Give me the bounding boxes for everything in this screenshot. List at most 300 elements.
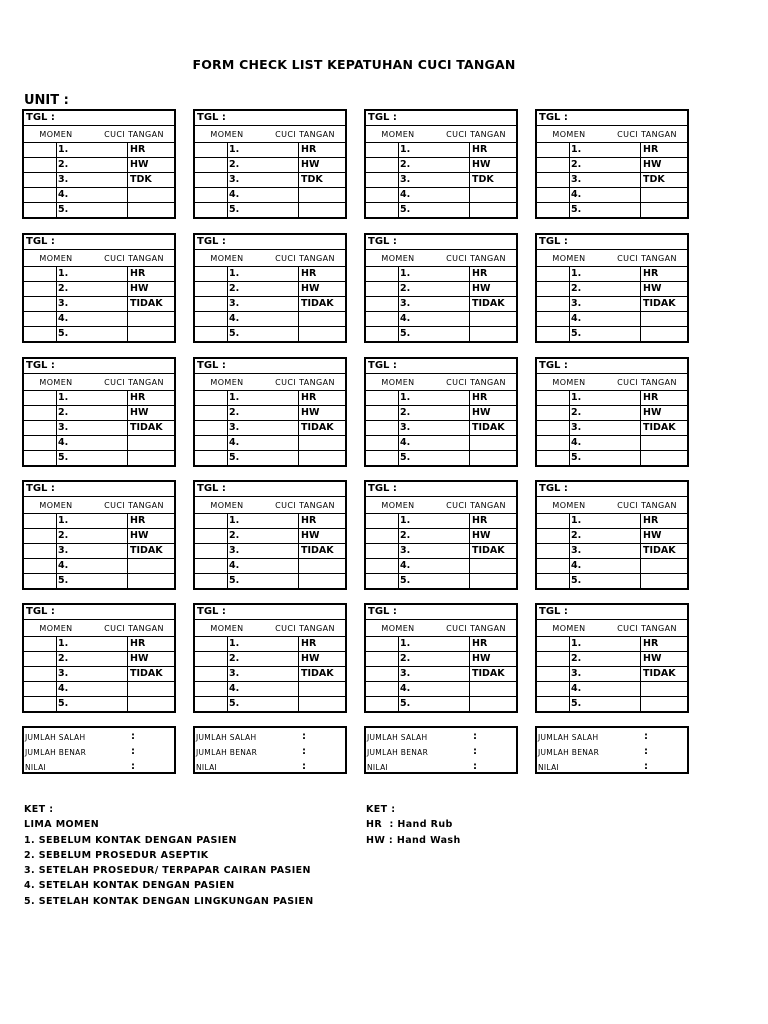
card-header — [195, 482, 345, 497]
summary-line — [195, 760, 345, 776]
summary-line — [366, 745, 516, 761]
ket-moments — [24, 802, 314, 909]
table-row — [24, 143, 174, 158]
divider — [298, 267, 299, 341]
summary-line — [366, 730, 516, 746]
table-row — [24, 697, 174, 712]
table-row — [537, 436, 687, 451]
moment-number: 1. — [571, 638, 582, 649]
col-cuci-tangan: CUCI TANGAN — [104, 378, 164, 387]
hand-wash-value: HW — [301, 283, 320, 294]
moment-number: 2. — [58, 653, 69, 664]
col-cuci-tangan: CUCI TANGAN — [104, 501, 164, 510]
checklist-card — [22, 233, 176, 343]
ket-item: 5. SETELAH KONTAK DENGAN LINGKUNGAN PASIEN — [24, 895, 314, 907]
hand-wash-value: HR — [301, 638, 317, 649]
summary-colon: : — [644, 761, 648, 772]
moment-number: 5. — [58, 204, 69, 215]
table-row — [537, 637, 687, 652]
divider — [569, 514, 570, 588]
card-header — [366, 235, 516, 250]
date-label: TGL : — [26, 483, 55, 494]
divider — [469, 267, 470, 341]
table-row — [366, 297, 516, 312]
moment-number: 4. — [229, 189, 240, 200]
hand-wash-value: HW — [643, 283, 662, 294]
moment-number: 1. — [400, 144, 411, 155]
hand-wash-value: HW — [472, 159, 491, 170]
table-row — [24, 173, 174, 188]
date-label: TGL : — [368, 360, 397, 371]
table-row — [195, 574, 345, 589]
col-momen: MOMEN — [210, 624, 244, 633]
divider — [640, 143, 641, 217]
table-row — [195, 667, 345, 682]
moment-number: 2. — [400, 653, 411, 664]
col-momen: MOMEN — [39, 130, 73, 139]
hand-wash-value: TIDAK — [130, 668, 163, 679]
hand-wash-value: HW — [472, 407, 491, 418]
hand-wash-value: HR — [301, 144, 317, 155]
moment-number: 5. — [58, 575, 69, 586]
summary-label: JUMLAH BENAR — [25, 748, 87, 757]
col-cuci-tangan: CUCI TANGAN — [617, 501, 677, 510]
divider — [56, 637, 57, 711]
divider — [227, 637, 228, 711]
table-row — [366, 188, 516, 203]
moment-number: 5. — [400, 698, 411, 709]
col-cuci-tangan: CUCI TANGAN — [446, 378, 506, 387]
hand-wash-value: HW — [130, 159, 149, 170]
hand-wash-value: TDK — [130, 174, 152, 185]
table-row — [537, 667, 687, 682]
card-header — [195, 111, 345, 126]
col-momen: MOMEN — [381, 501, 415, 510]
hand-wash-value: HW — [301, 159, 320, 170]
table-row — [195, 188, 345, 203]
hand-wash-value: TIDAK — [643, 298, 676, 309]
table-row — [24, 559, 174, 574]
col-cuci-tangan: CUCI TANGAN — [446, 254, 506, 263]
divider — [640, 267, 641, 341]
col-cuci-tangan: CUCI TANGAN — [275, 501, 335, 510]
column-header — [537, 497, 687, 514]
hand-wash-value: TIDAK — [472, 545, 505, 556]
table-row — [537, 143, 687, 158]
col-cuci-tangan: CUCI TANGAN — [446, 130, 506, 139]
hand-wash-value: HR — [643, 515, 659, 526]
moment-number: 2. — [400, 159, 411, 170]
hand-wash-value: TIDAK — [130, 545, 163, 556]
hand-wash-value: HR — [301, 392, 317, 403]
table-row — [195, 451, 345, 466]
moment-number: 3. — [571, 298, 582, 309]
table-row — [537, 391, 687, 406]
summary-line — [195, 730, 345, 746]
table-row — [24, 312, 174, 327]
card-header — [24, 235, 174, 250]
checklist-card — [22, 109, 176, 219]
divider — [56, 143, 57, 217]
col-momen: MOMEN — [39, 501, 73, 510]
moment-number: 3. — [571, 174, 582, 185]
col-cuci-tangan: CUCI TANGAN — [275, 624, 335, 633]
card-header — [195, 235, 345, 250]
table-row — [366, 327, 516, 342]
moment-number: 1. — [229, 392, 240, 403]
column-header — [366, 620, 516, 637]
moment-number: 5. — [571, 698, 582, 709]
table-row — [24, 652, 174, 667]
card-header — [537, 111, 687, 126]
date-label: TGL : — [197, 483, 226, 494]
hand-wash-value: TIDAK — [472, 422, 505, 433]
moment-number: 4. — [400, 560, 411, 571]
col-momen: MOMEN — [552, 624, 586, 633]
unit-label: UNIT : — [24, 93, 69, 108]
moment-number: 4. — [58, 683, 69, 694]
table-row — [195, 544, 345, 559]
moment-number: 1. — [58, 392, 69, 403]
table-row — [24, 436, 174, 451]
table-row — [195, 143, 345, 158]
moment-number: 4. — [571, 437, 582, 448]
table-row — [24, 158, 174, 173]
table-row — [537, 267, 687, 282]
table-row — [366, 637, 516, 652]
moment-number: 5. — [571, 204, 582, 215]
summary-line — [537, 760, 687, 776]
hand-wash-value: HR — [130, 515, 146, 526]
checklist-card — [535, 109, 689, 219]
col-momen: MOMEN — [552, 378, 586, 387]
moment-number: 3. — [58, 668, 69, 679]
divider — [398, 143, 399, 217]
date-label: TGL : — [197, 606, 226, 617]
divider — [469, 391, 470, 465]
summary-line — [366, 760, 516, 776]
moment-number: 4. — [229, 437, 240, 448]
hand-wash-value: TDK — [472, 174, 494, 185]
table-row — [537, 559, 687, 574]
summary-label: JUMLAH BENAR — [367, 748, 429, 757]
hand-wash-value: HR — [643, 392, 659, 403]
moment-number: 3. — [400, 298, 411, 309]
summary-colon: : — [302, 731, 306, 742]
card-header — [537, 605, 687, 620]
table-row — [537, 529, 687, 544]
col-momen: MOMEN — [210, 254, 244, 263]
moment-number: 5. — [229, 328, 240, 339]
column-header — [366, 250, 516, 267]
checklist-card — [535, 357, 689, 467]
col-cuci-tangan: CUCI TANGAN — [617, 378, 677, 387]
summary-label: NILAI — [196, 763, 218, 772]
col-momen: MOMEN — [39, 254, 73, 263]
table-row — [24, 529, 174, 544]
summary-colon: : — [473, 761, 477, 772]
divider — [127, 391, 128, 465]
table-row — [195, 267, 345, 282]
col-cuci-tangan: CUCI TANGAN — [104, 130, 164, 139]
divider — [398, 637, 399, 711]
moment-number: 5. — [229, 698, 240, 709]
table-row — [366, 667, 516, 682]
ket-subtitle: LIMA MOMEN — [24, 819, 100, 831]
ket-abbr-hw: HW : Hand Wash — [366, 834, 461, 846]
table-row — [24, 391, 174, 406]
table-row — [366, 514, 516, 529]
hand-wash-value: TIDAK — [643, 545, 676, 556]
table-row — [537, 297, 687, 312]
table-row — [24, 297, 174, 312]
moment-number: 2. — [58, 283, 69, 294]
divider — [398, 514, 399, 588]
hand-wash-value: HR — [643, 268, 659, 279]
table-row — [366, 574, 516, 589]
divider — [398, 267, 399, 341]
col-cuci-tangan: CUCI TANGAN — [446, 501, 506, 510]
table-row — [24, 421, 174, 436]
summary-colon: : — [302, 761, 306, 772]
moment-number: 1. — [400, 392, 411, 403]
hand-wash-value: HW — [472, 530, 491, 541]
column-header — [366, 374, 516, 391]
table-row — [195, 406, 345, 421]
column-header — [24, 374, 174, 391]
card-header — [366, 111, 516, 126]
moment-number: 4. — [229, 683, 240, 694]
divider — [56, 391, 57, 465]
hand-wash-value: HW — [130, 530, 149, 541]
checklist-card — [535, 233, 689, 343]
moment-number: 2. — [400, 283, 411, 294]
checklist-card — [22, 357, 176, 467]
moment-number: 4. — [400, 437, 411, 448]
summary-label: NILAI — [538, 763, 560, 772]
summary-line — [24, 745, 174, 761]
col-cuci-tangan: CUCI TANGAN — [275, 378, 335, 387]
table-row — [195, 312, 345, 327]
table-row — [195, 697, 345, 712]
column-header — [195, 497, 345, 514]
moment-number: 1. — [229, 144, 240, 155]
hand-wash-value: HR — [130, 638, 146, 649]
moment-number: 5. — [400, 575, 411, 586]
hand-wash-value: HW — [472, 283, 491, 294]
table-row — [537, 406, 687, 421]
moment-number: 3. — [58, 545, 69, 556]
hand-wash-value: TIDAK — [472, 298, 505, 309]
summary-label: NILAI — [367, 763, 389, 772]
hand-wash-value: TIDAK — [301, 545, 334, 556]
summary-box — [193, 726, 347, 774]
table-row — [366, 282, 516, 297]
table-row — [24, 188, 174, 203]
column-header — [195, 620, 345, 637]
table-row — [24, 514, 174, 529]
table-row — [195, 682, 345, 697]
moment-number: 2. — [229, 407, 240, 418]
col-cuci-tangan: CUCI TANGAN — [617, 130, 677, 139]
col-cuci-tangan: CUCI TANGAN — [104, 624, 164, 633]
moment-number: 4. — [229, 313, 240, 324]
moment-number: 3. — [229, 298, 240, 309]
moment-number: 3. — [400, 174, 411, 185]
moment-number: 3. — [400, 422, 411, 433]
hand-wash-value: TIDAK — [643, 668, 676, 679]
form-title: FORM CHECK LIST KEPATUHAN CUCI TANGAN — [192, 57, 516, 72]
moment-number: 5. — [400, 204, 411, 215]
col-momen: MOMEN — [552, 130, 586, 139]
ket-abbr-title: KET : — [366, 804, 396, 815]
hand-wash-value: HR — [643, 638, 659, 649]
checklist-card — [22, 480, 176, 590]
moment-number: 2. — [571, 407, 582, 418]
table-row — [366, 697, 516, 712]
moment-number: 1. — [58, 144, 69, 155]
moment-number: 1. — [58, 638, 69, 649]
table-row — [24, 574, 174, 589]
card-header — [24, 482, 174, 497]
date-label: TGL : — [539, 606, 568, 617]
moment-number: 2. — [400, 530, 411, 541]
moment-number: 5. — [571, 575, 582, 586]
hand-wash-value: TIDAK — [472, 668, 505, 679]
moment-number: 4. — [229, 560, 240, 571]
divider — [227, 143, 228, 217]
table-row — [24, 327, 174, 342]
hand-wash-value: HR — [472, 268, 488, 279]
moment-number: 5. — [58, 452, 69, 463]
checklist-card — [535, 480, 689, 590]
date-label: TGL : — [539, 483, 568, 494]
moment-number: 2. — [229, 530, 240, 541]
column-header — [537, 374, 687, 391]
moment-number: 3. — [571, 668, 582, 679]
summary-box — [364, 726, 518, 774]
date-label: TGL : — [368, 236, 397, 247]
table-row — [195, 282, 345, 297]
moment-number: 5. — [400, 328, 411, 339]
table-row — [195, 559, 345, 574]
column-header — [24, 620, 174, 637]
checklist-card — [364, 357, 518, 467]
date-label: TGL : — [26, 236, 55, 247]
column-header — [195, 250, 345, 267]
moment-number: 1. — [571, 268, 582, 279]
divider — [569, 637, 570, 711]
ket-item: 3. SETELAH PROSEDUR/ TERPAPAR CAIRAN PASIEN — [24, 865, 311, 877]
summary-label: JUMLAH SALAH — [25, 733, 86, 742]
col-momen: MOMEN — [381, 130, 415, 139]
checklist-card — [535, 603, 689, 713]
date-label: TGL : — [197, 236, 226, 247]
hand-wash-value: HR — [130, 268, 146, 279]
card-header — [366, 359, 516, 374]
moment-number: 1. — [400, 515, 411, 526]
divider — [227, 514, 228, 588]
col-cuci-tangan: CUCI TANGAN — [104, 254, 164, 263]
date-label: TGL : — [368, 483, 397, 494]
table-row — [366, 544, 516, 559]
col-momen: MOMEN — [381, 378, 415, 387]
checklist-card — [193, 480, 347, 590]
divider — [298, 637, 299, 711]
hand-wash-value: HR — [472, 392, 488, 403]
hand-wash-value: TDK — [643, 174, 665, 185]
col-momen: MOMEN — [552, 501, 586, 510]
moment-number: 3. — [58, 422, 69, 433]
hand-wash-value: HR — [472, 515, 488, 526]
moment-number: 5. — [571, 452, 582, 463]
table-row — [195, 297, 345, 312]
moment-number: 3. — [58, 298, 69, 309]
table-row — [537, 544, 687, 559]
table-row — [537, 652, 687, 667]
table-row — [366, 406, 516, 421]
table-row — [537, 327, 687, 342]
moment-number: 4. — [571, 313, 582, 324]
checklist-card — [364, 109, 518, 219]
ket-item: 2. SEBELUM PROSEDUR ASEPTIK — [24, 849, 209, 861]
table-row — [537, 421, 687, 436]
table-row — [537, 682, 687, 697]
table-row — [366, 391, 516, 406]
col-cuci-tangan: CUCI TANGAN — [617, 624, 677, 633]
date-label: TGL : — [368, 112, 397, 123]
table-row — [537, 188, 687, 203]
divider — [56, 514, 57, 588]
table-row — [24, 406, 174, 421]
table-row — [24, 282, 174, 297]
hand-wash-value: HR — [472, 144, 488, 155]
table-row — [366, 436, 516, 451]
date-label: TGL : — [26, 112, 55, 123]
table-row — [366, 652, 516, 667]
date-label: TGL : — [539, 236, 568, 247]
table-row — [537, 514, 687, 529]
col-cuci-tangan: CUCI TANGAN — [446, 624, 506, 633]
moment-number: 4. — [58, 560, 69, 571]
card-header — [195, 605, 345, 620]
moment-number: 2. — [400, 407, 411, 418]
card-header — [195, 359, 345, 374]
table-row — [537, 451, 687, 466]
col-momen: MOMEN — [210, 130, 244, 139]
table-row — [537, 312, 687, 327]
table-row — [366, 203, 516, 218]
summary-line — [195, 745, 345, 761]
column-header — [366, 126, 516, 143]
hand-wash-value: TIDAK — [130, 298, 163, 309]
table-row — [24, 451, 174, 466]
col-momen: MOMEN — [39, 378, 73, 387]
moment-number: 1. — [229, 268, 240, 279]
checklist-card — [22, 603, 176, 713]
moment-number: 2. — [571, 530, 582, 541]
summary-box — [22, 726, 176, 774]
hand-wash-value: TIDAK — [643, 422, 676, 433]
card-header — [366, 482, 516, 497]
moment-number: 1. — [400, 268, 411, 279]
moment-number: 1. — [571, 144, 582, 155]
summary-label: NILAI — [25, 763, 47, 772]
moment-number: 4. — [571, 683, 582, 694]
card-header — [366, 605, 516, 620]
moment-number: 1. — [571, 515, 582, 526]
col-momen: MOMEN — [210, 378, 244, 387]
